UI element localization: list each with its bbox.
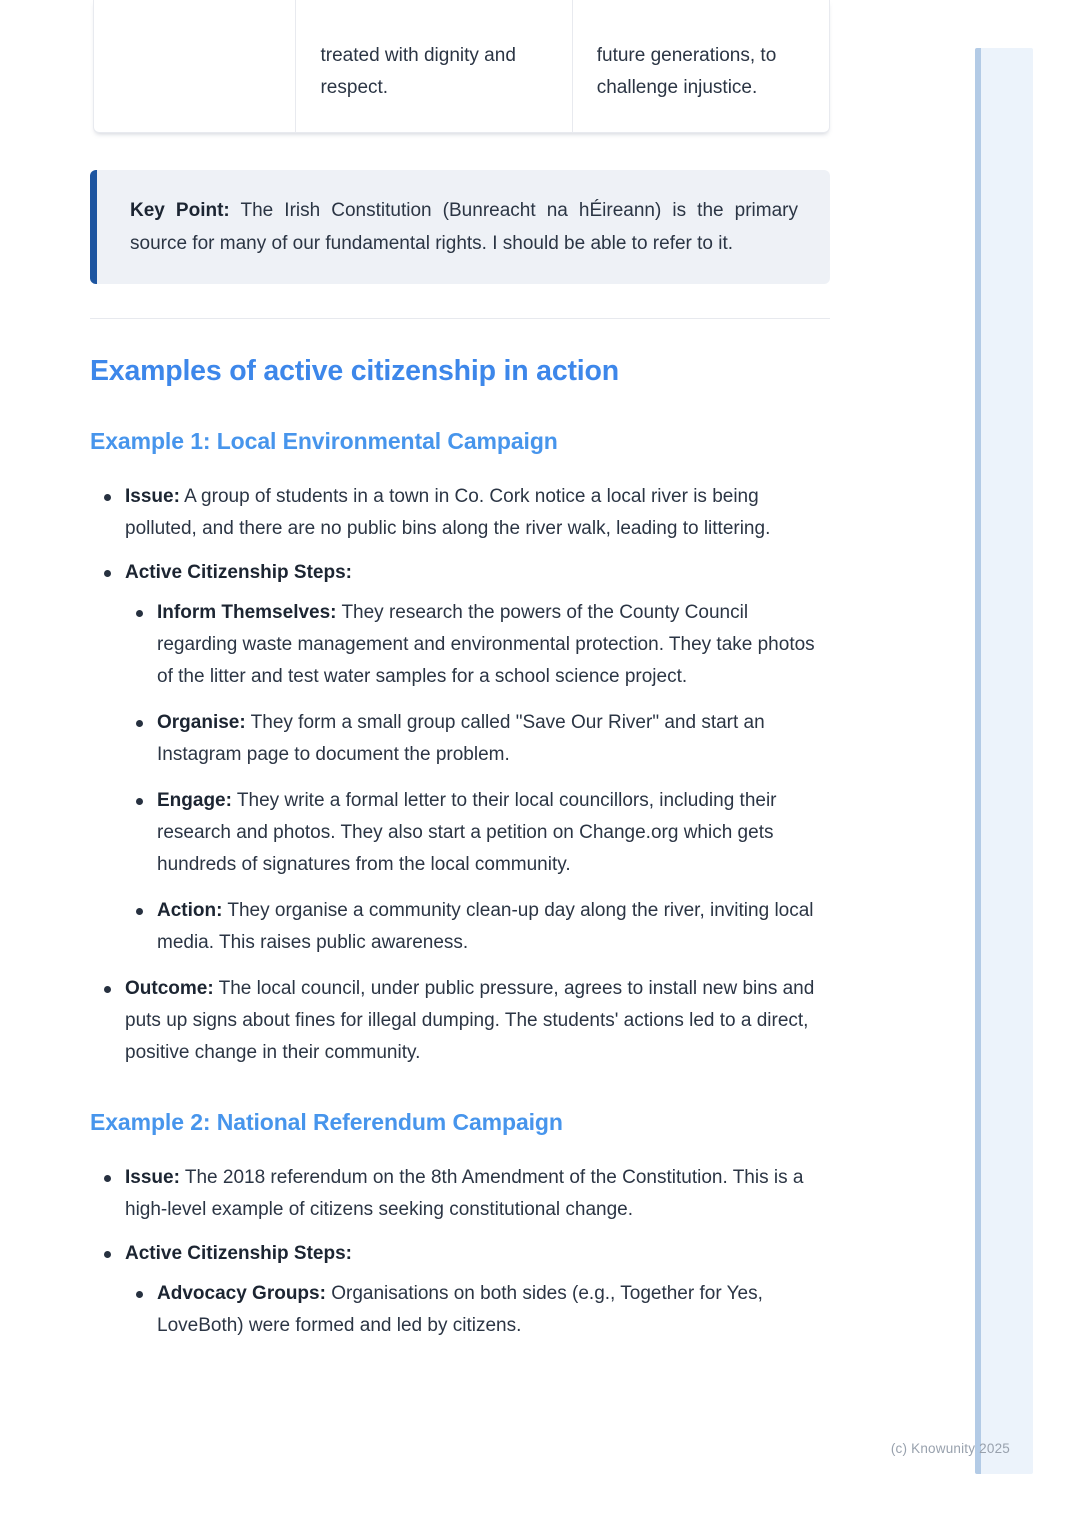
table-cell: treated with dignity and respect. — [295, 0, 571, 132]
rights-table-fragment — [93, 0, 830, 133]
bullet-label: Engage: — [157, 790, 232, 811]
document-page — [90, 0, 830, 1356]
key-point-text: The Irish Constitution (Bunreacht na hÉireann) is the primary source for many of our fundamental rights. I should be able to refer to it. — [130, 200, 798, 254]
key-point-label: Key Point: — [130, 200, 230, 221]
next-page-preview-strip — [975, 48, 1033, 1474]
list-item-step — [125, 895, 830, 959]
list-item-step — [125, 1278, 830, 1342]
key-point-callout — [90, 170, 830, 284]
list-item-step — [125, 597, 830, 693]
list-item-issue — [90, 1162, 830, 1226]
copyright-watermark: (c) Knowunity 2025 — [890, 1441, 1010, 1456]
example1-title: Example 1: Local Environmental Campaign — [90, 428, 558, 454]
bullet-label: Active Citizenship Steps: — [125, 1243, 352, 1264]
bullet-label: Outcome: — [125, 978, 214, 999]
section-title: Examples of active citizenship in action — [90, 355, 619, 387]
bullet-text: Organisations on both sides (e.g., Together for Yes, LoveBoth) were formed and led by citizens. — [157, 1283, 763, 1336]
example2-title: Example 2: National Referendum Campaign — [90, 1109, 563, 1135]
example1-list — [90, 481, 830, 1069]
bullet-text: A group of students in a town in Co. Cork notice a local river is being polluted, and there are no public bins along the river walk, leading to littering. — [125, 486, 771, 539]
list-item-steps — [90, 557, 830, 959]
example2-list — [90, 1162, 830, 1342]
bullet-label: Inform Themselves: — [157, 602, 337, 623]
bullet-text: They research the powers of the County Council regarding waste management and environmental protection. They take photos of the litter and test water samples for a school science project. — [157, 602, 815, 687]
example1-steps-list — [125, 597, 830, 959]
bullet-label: Active Citizenship Steps: — [125, 562, 352, 583]
list-item-step — [125, 707, 830, 771]
bullet-text: They form a small group called "Save Our River" and start an Instagram page to document the problem. — [157, 712, 765, 765]
bullet-text: The 2018 referendum on the 8th Amendment of the Constitution. This is a high-level example of citizens seeking constitutional change. — [125, 1167, 804, 1220]
list-item-outcome — [90, 973, 830, 1069]
table-cell-empty — [94, 0, 295, 132]
list-item-issue — [90, 481, 830, 545]
bullet-label: Advocacy Groups: — [157, 1283, 326, 1304]
list-item-steps — [90, 1238, 830, 1342]
bullet-text: They write a formal letter to their local councillors, including their research and photos. They also start a petition on Change.org which gets hundreds of signatures from the local community. — [157, 790, 777, 875]
section-divider — [90, 318, 830, 319]
table-cell: future generations, to challenge injustice. — [572, 0, 829, 132]
example2-steps-list — [125, 1278, 830, 1342]
bullet-label: Issue: — [125, 486, 180, 507]
bullet-label: Action: — [157, 900, 223, 921]
bullet-text: The local council, under public pressure, agrees to install new bins and puts up signs about fines for illegal dumping. The students' actions led to a direct, positive change in their community. — [125, 978, 815, 1063]
bullet-label: Organise: — [157, 712, 246, 733]
bullet-label: Issue: — [125, 1167, 180, 1188]
list-item-step — [125, 785, 830, 881]
bullet-text: They organise a community clean-up day along the river, inviting local media. This raises public awareness. — [157, 900, 814, 953]
